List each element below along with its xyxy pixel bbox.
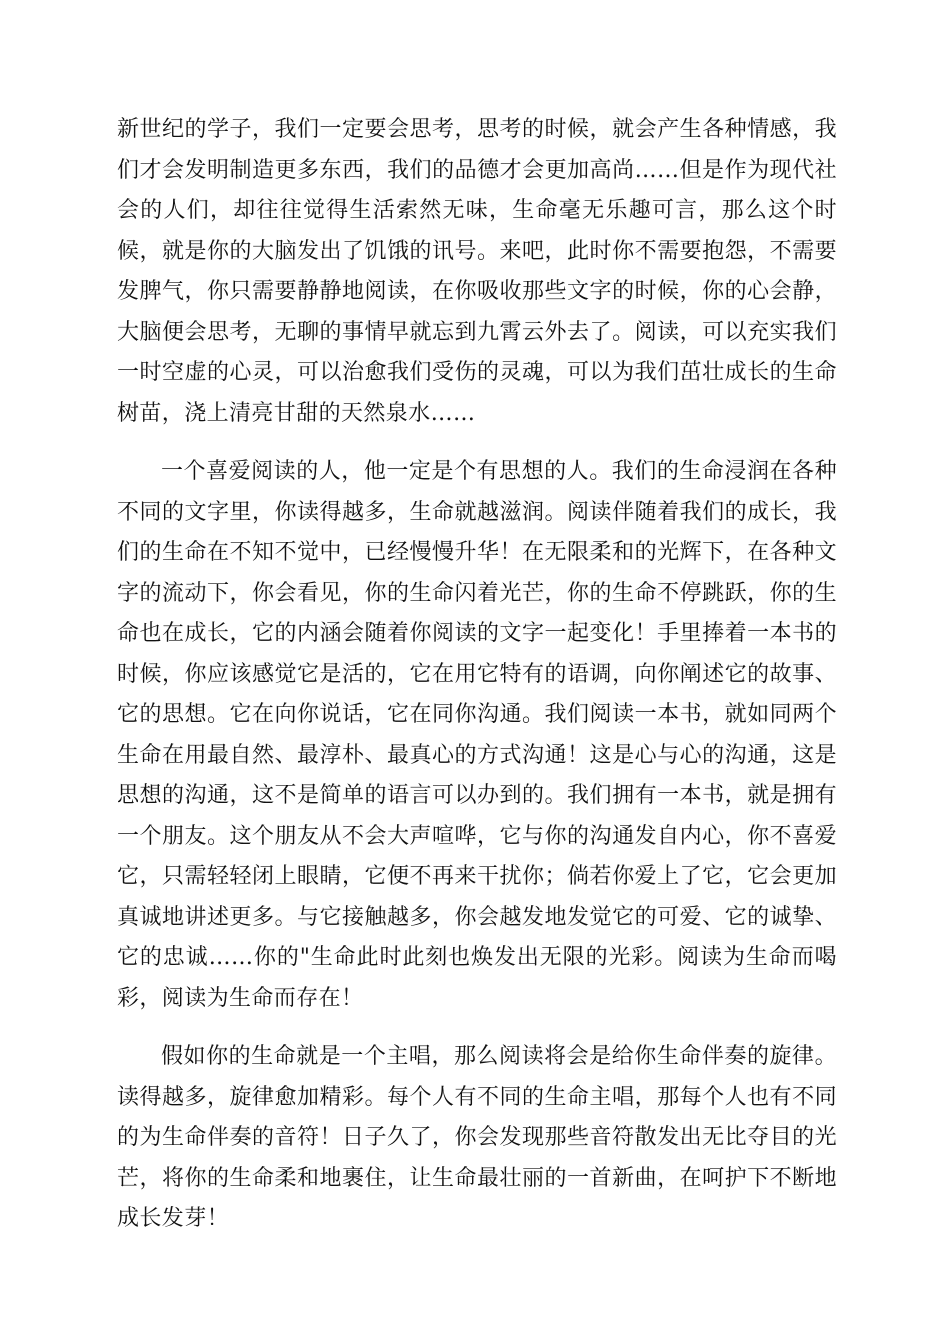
paragraph-3: 假如你的生命就是一个主唱，那么阅读将会是给你生命伴奏的旋律。读得越多，旋律愈加精彩。每个人有不同的生命主唱，那每个人也有不同的为生命伴奏的音符！日子久了，你会发现那些音符散发出无比夺目的光芒，将你的生命柔和地裹住，让生命最壮丽的一首新曲，在呵护下不断地成长发芽！ bbox=[117, 1044, 837, 1231]
document-page bbox=[117, 110, 837, 1240]
paragraph-1: 新世纪的学子，我们一定要会思考，思考的时候，就会产生各种情感，我们才会发明制造更多东西，我们的品德才会更加高尚……但是作为现代社会的人们，却往往觉得生活索然无味，生命毫无乐趣可言，那么这个时候，就是你的大脑发出了饥饿的讯号。来吧，此时你不需要抱怨，不需要发脾气，你只需要静静地阅读，在你吸收那些文字的时候，你的心会静，大脑便会思考，无聊的事情早就忘到九霄云外去了。阅读，可以充实我们一时空虚的心灵，可以治愈我们受伤的灵魂，可以为我们茁壮成长的生命树苗，浇上清亮甘甜的天然泉水…… bbox=[117, 117, 837, 426]
paragraph-2: 一个喜爱阅读的人，他一定是个有思想的人。我们的生命浸润在各种不同的文字里，你读得越多，生命就越滋润。阅读伴随着我们的成长，我们的生命在不知不觉中，已经慢慢升华！在无限柔和的光辉下，在各种文字的流动下，你会看见，你的生命闪着光芒，你的生命不停跳跃，你的生命也在成长，它的内涵会随着你阅读的文字一起变化！手里捧着一本书的时候，你应该感觉它是活的，它在用它特有的语调，向你阐述它的故事、它的思想。它在向你说话，它在同你沟通。我们阅读一本书，就如同两个生命在用最自然、最淳朴、最真心的方式沟通！这是心与心的沟通，这是思想的沟通，这不是简单的语言可以办到的。我们拥有一本书，就是拥有一个朋友。这个朋友从不会大声喧哗，它与你的沟通发自内心，你不喜爱它，只需轻轻闭上眼睛，它便不再来干扰你；倘若你爱上了它，它会更加真诚地讲述更多。与它接触越多，你会越发地发觉它的可爱、它的诚挚、它的忠诚……你的"生命此时此刻也焕发出无限的光彩。阅读为生命而喝彩，阅读为生命而存在！ bbox=[117, 459, 837, 1011]
paragraph-spacer bbox=[117, 1019, 837, 1037]
paragraph-spacer bbox=[117, 434, 837, 452]
